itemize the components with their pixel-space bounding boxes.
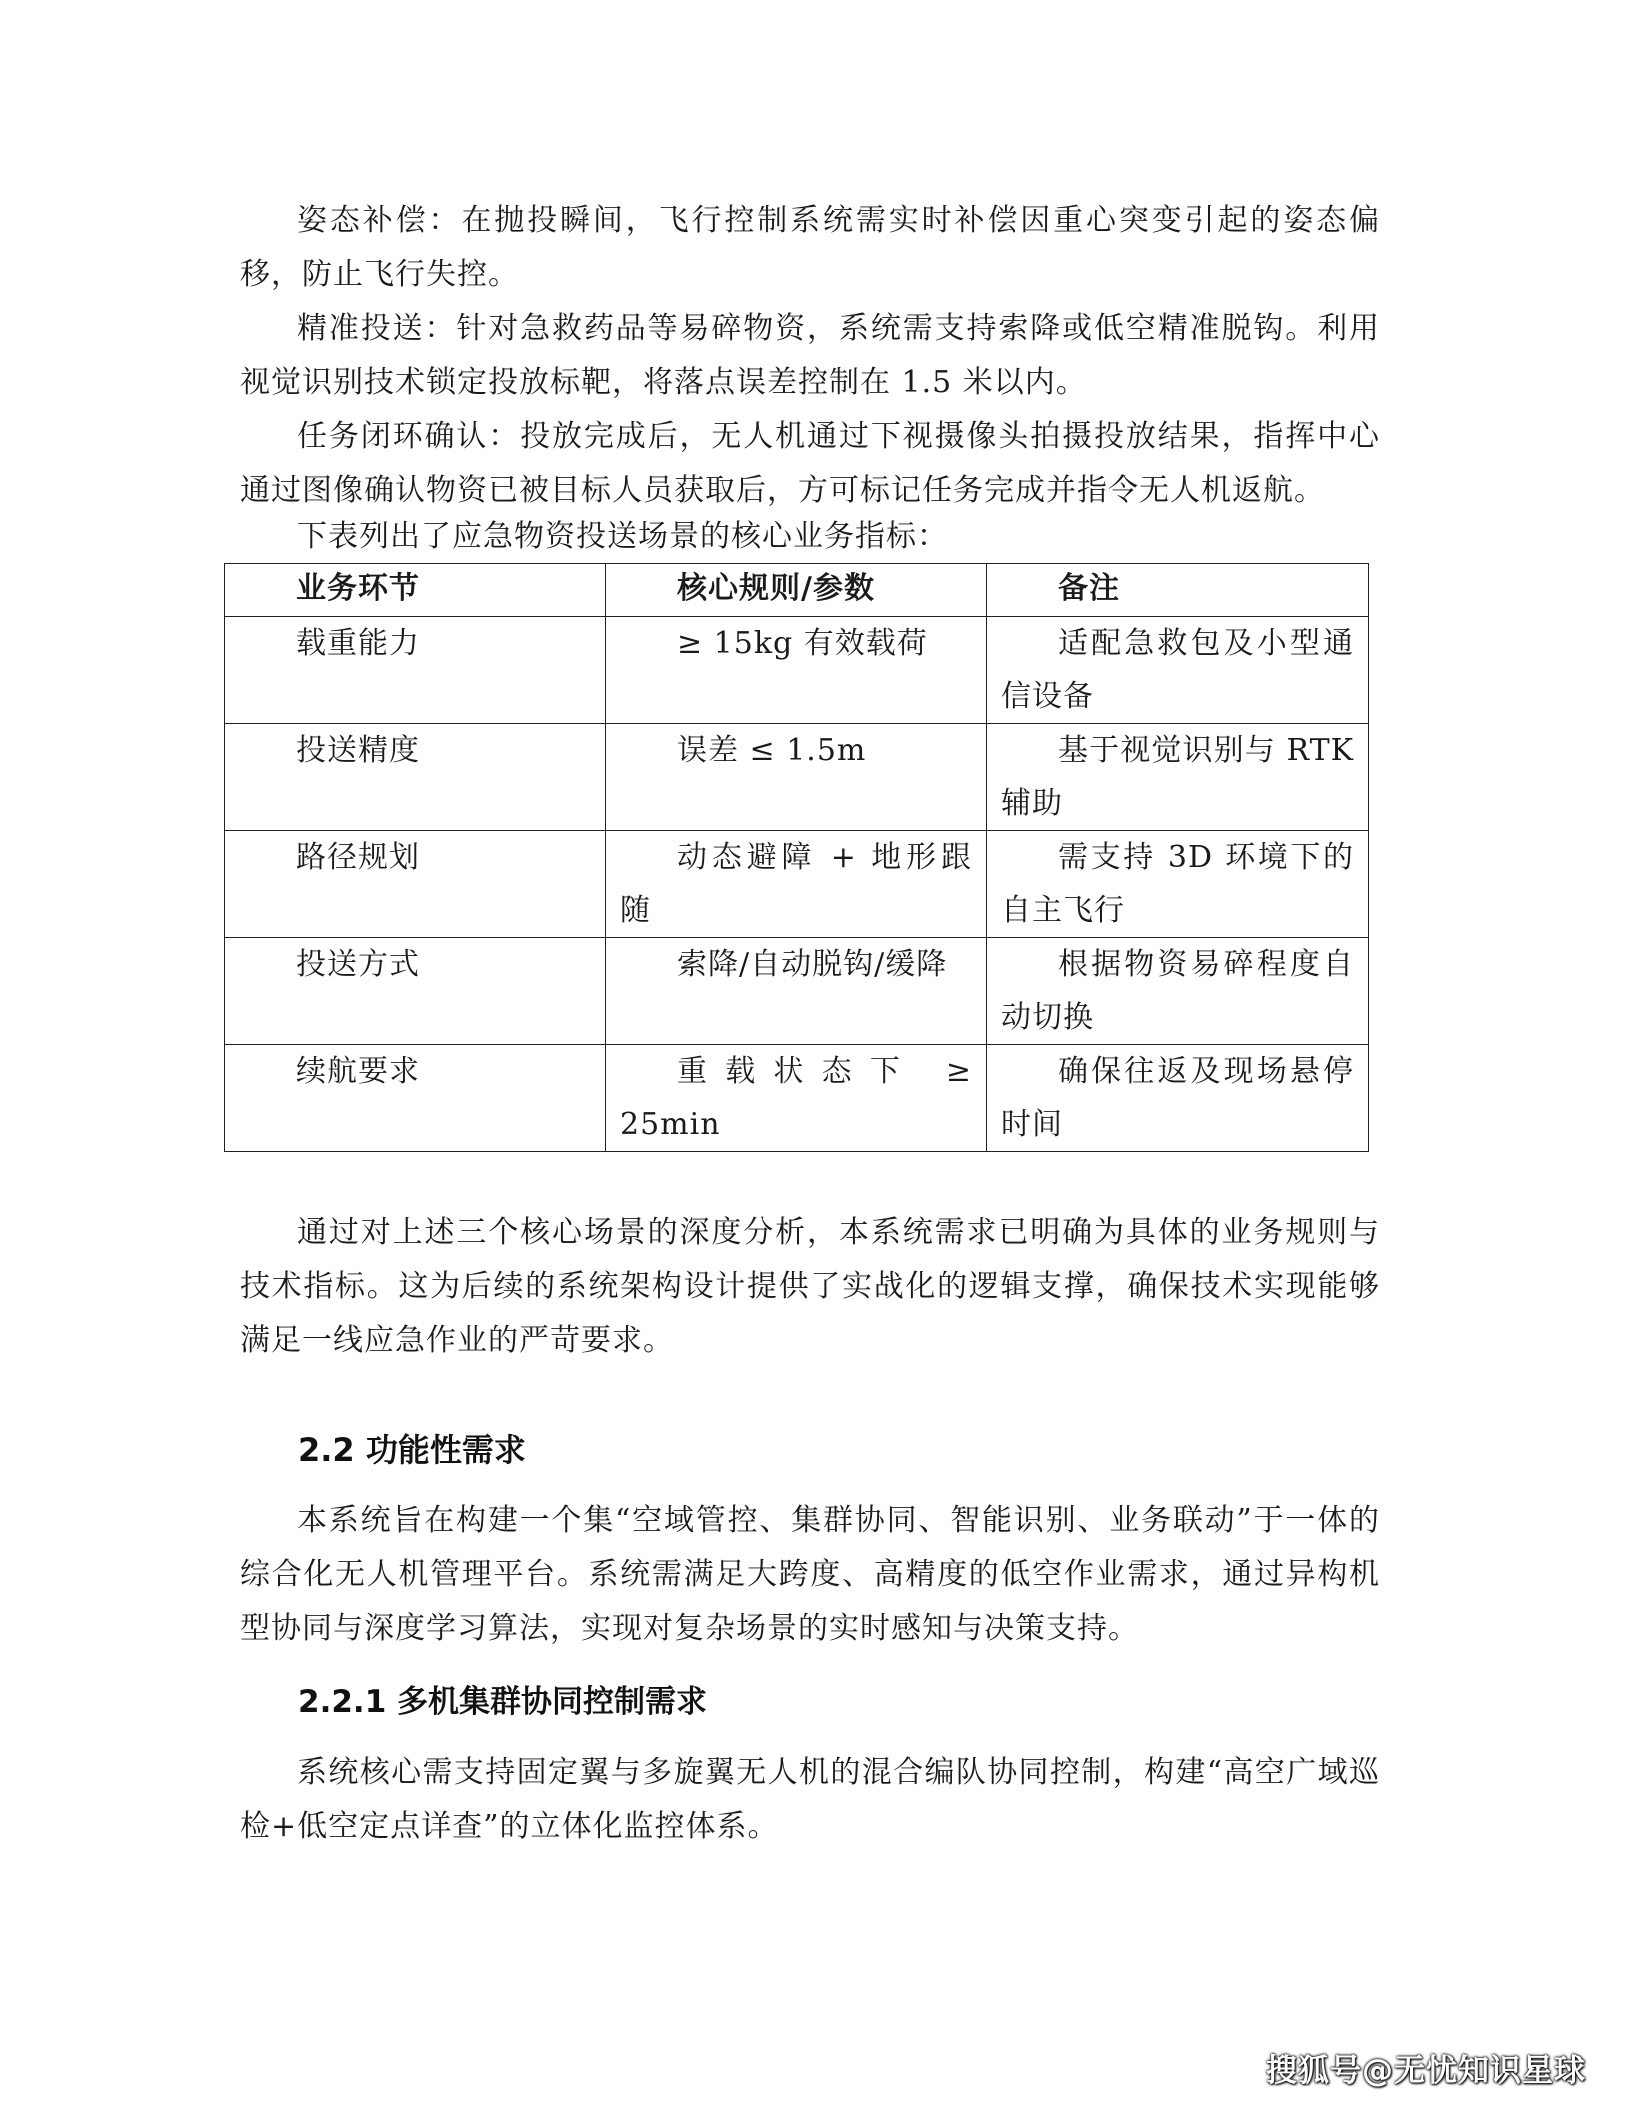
paragraph-table-intro: 下表列出了应急物资投送场景的核心业务指标： bbox=[297, 519, 948, 554]
table-row bbox=[225, 617, 1369, 724]
table-cell: 根据物资易碎程度自动切换 bbox=[987, 938, 1369, 1045]
table-cell: 续航要求 bbox=[225, 1045, 606, 1152]
table-row bbox=[225, 831, 1369, 938]
table-cell: ≥ 15kg 有效载荷 bbox=[606, 617, 987, 724]
table-cell: 重载状态下 ≥ 25min bbox=[606, 1045, 987, 1152]
paragraph-precise-delivery: 精准投送：针对急救药品等易碎物资，系统需支持索降或低空精准脱钩。利用视觉识别技术锁定投放标靶，将落点误差控制在 1.5 米以内。 bbox=[240, 311, 1380, 400]
paragraph-attitude-compensation: 姿态补偿：在抛投瞬间，飞行控制系统需实时补偿因重心突变引起的姿态偏移，防止飞行失控。 bbox=[240, 203, 1380, 292]
paragraph-task-closure: 任务闭环确认：投放完成后，无人机通过下视摄像头拍摄投放结果，指挥中心通过图像确认物资已被目标人员获取后，方可标记任务完成并指令无人机返航。 bbox=[240, 419, 1380, 508]
table-header-cell: 业务环节 bbox=[225, 564, 606, 617]
section-heading-2-2: 2.2 功能性需求 bbox=[298, 1431, 526, 1469]
table-cell: 投送方式 bbox=[225, 938, 606, 1045]
table-row bbox=[225, 724, 1369, 831]
table-row bbox=[225, 1045, 1369, 1152]
table-cell: 索降/自动脱钩/缓降 bbox=[606, 938, 987, 1045]
table-cell: 需支持 3D 环境下的自主飞行 bbox=[987, 831, 1369, 938]
table-cell: 确保往返及现场悬停时间 bbox=[987, 1045, 1369, 1152]
table-cell: 误差 ≤ 1.5m bbox=[606, 724, 987, 831]
delivery-metrics-table bbox=[224, 563, 1369, 1152]
table-header-cell: 备注 bbox=[987, 564, 1369, 617]
table-cell: 基于视觉识别与 RTK 辅助 bbox=[987, 724, 1369, 831]
table-row bbox=[225, 938, 1369, 1045]
table-cell: 动态避障 + 地形跟随 bbox=[606, 831, 987, 938]
table-header-row bbox=[225, 564, 1369, 617]
paragraph-functional-requirements: 本系统旨在构建一个集“空域管控、集群协同、智能识别、业务联动”于一体的综合化无人机管理平台。系统需满足大跨度、高精度的低空作业需求，通过异构机型协同与深度学习算法，实现对复杂场景的实时感知与决策支持。 bbox=[240, 1503, 1380, 1646]
table-cell: 路径规划 bbox=[225, 831, 606, 938]
watermark-text: 搜狐号@无忧知识星球 bbox=[1266, 2053, 1586, 2089]
table-cell: 投送精度 bbox=[225, 724, 606, 831]
table-cell: 适配急救包及小型通信设备 bbox=[987, 617, 1369, 724]
paragraph-summary: 通过对上述三个核心场景的深度分析，本系统需求已明确为具体的业务规则与技术指标。这为后续的系统架构设计提供了实战化的逻辑支撑，确保技术实现能够满足一线应急作业的严苛要求。 bbox=[240, 1215, 1380, 1358]
paragraph-cluster-control: 系统核心需支持固定翼与多旋翼无人机的混合编队协同控制，构建“高空广域巡检+低空定点详查”的立体化监控体系。 bbox=[240, 1755, 1380, 1844]
section-heading-2-2-1: 2.2.1 多机集群协同控制需求 bbox=[298, 1684, 708, 1720]
table-header-cell: 核心规则/参数 bbox=[606, 564, 987, 617]
table-cell: 载重能力 bbox=[225, 617, 606, 724]
